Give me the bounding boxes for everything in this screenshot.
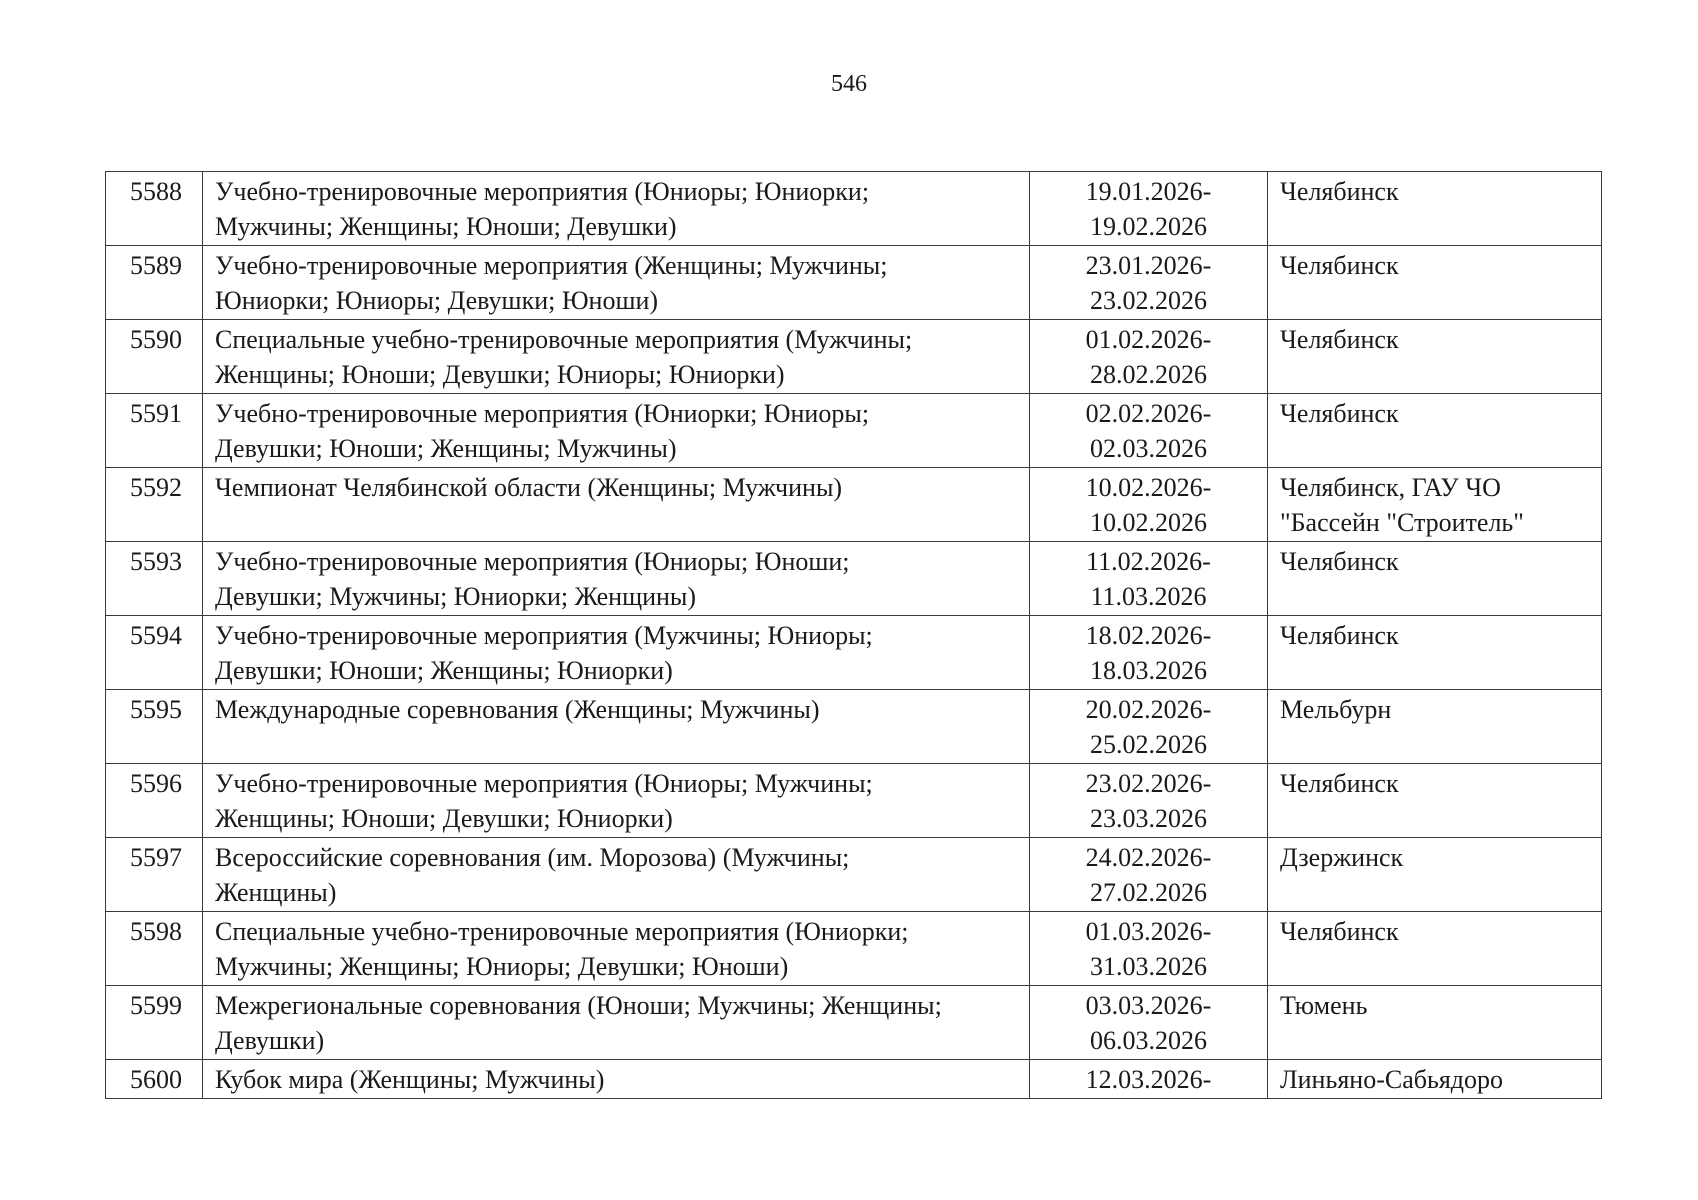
table-row (106, 690, 1602, 764)
event-dates: 02.02.2026- 02.03.2026 (1030, 394, 1268, 468)
event-name: Всероссийские соревнования (им. Морозова) (Мужчины; Женщины) (203, 838, 1030, 912)
event-name: Специальные учебно-тренировочные мероприятия (Юниорки; Мужчины; Женщины; Юниоры; Девушки; Юноши) (203, 912, 1030, 986)
row-number: 5588 (106, 172, 203, 246)
event-place: Челябинск (1268, 542, 1602, 616)
event-name: Учебно-тренировочные мероприятия (Юниорки; Юниоры; Девушки; Юноши; Женщины; Мужчины) (203, 394, 1030, 468)
row-number: 5592 (106, 468, 203, 542)
event-place: Челябинск (1268, 764, 1602, 838)
row-number: 5593 (106, 542, 203, 616)
event-name: Специальные учебно-тренировочные мероприятия (Мужчины; Женщины; Юноши; Девушки; Юниоры; Юниорки) (203, 320, 1030, 394)
event-dates: 03.03.2026- 06.03.2026 (1030, 986, 1268, 1060)
table-row (106, 394, 1602, 468)
event-place: Мельбурн (1268, 690, 1602, 764)
row-number: 5594 (106, 616, 203, 690)
table-row (106, 838, 1602, 912)
row-number: 5595 (106, 690, 203, 764)
table-row (106, 246, 1602, 320)
event-dates: 01.02.2026- 28.02.2026 (1030, 320, 1268, 394)
table-row (106, 764, 1602, 838)
event-name: Учебно-тренировочные мероприятия (Женщины; Мужчины; Юниорки; Юниоры; Девушки; Юноши) (203, 246, 1030, 320)
event-place: Челябинск, ГАУ ЧО "Бассейн "Строитель" (1268, 468, 1602, 542)
table-row (106, 320, 1602, 394)
row-number: 5589 (106, 246, 203, 320)
row-number: 5591 (106, 394, 203, 468)
event-dates: 23.01.2026- 23.02.2026 (1030, 246, 1268, 320)
event-dates: 11.02.2026- 11.03.2026 (1030, 542, 1268, 616)
table-row (106, 172, 1602, 246)
event-place: Челябинск (1268, 246, 1602, 320)
event-name: Межрегиональные соревнования (Юноши; Мужчины; Женщины; Девушки) (203, 986, 1030, 1060)
row-number: 5598 (106, 912, 203, 986)
event-place: Дзержинск (1268, 838, 1602, 912)
event-dates: 12.03.2026- (1030, 1060, 1268, 1099)
event-dates: 10.02.2026- 10.02.2026 (1030, 468, 1268, 542)
event-name: Чемпионат Челябинской области (Женщины; Мужчины) (203, 468, 1030, 542)
event-dates: 23.02.2026- 23.03.2026 (1030, 764, 1268, 838)
table-row (106, 542, 1602, 616)
event-name: Учебно-тренировочные мероприятия (Мужчины; Юниоры; Девушки; Юноши; Женщины; Юниорки) (203, 616, 1030, 690)
row-number: 5597 (106, 838, 203, 912)
event-dates: 01.03.2026- 31.03.2026 (1030, 912, 1268, 986)
table-row (106, 986, 1602, 1060)
event-place: Линьяно-Сабьядоро (1268, 1060, 1602, 1099)
event-name: Международные соревнования (Женщины; Мужчины) (203, 690, 1030, 764)
row-number: 5599 (106, 986, 203, 1060)
event-name: Кубок мира (Женщины; Мужчины) (203, 1060, 1030, 1099)
row-number: 5596 (106, 764, 203, 838)
event-name: Учебно-тренировочные мероприятия (Юниоры; Мужчины; Женщины; Юноши; Девушки; Юниорки) (203, 764, 1030, 838)
event-place: Челябинск (1268, 912, 1602, 986)
events-table (105, 171, 1602, 1099)
event-place: Челябинск (1268, 172, 1602, 246)
event-name: Учебно-тренировочные мероприятия (Юниоры; Юниорки; Мужчины; Женщины; Юноши; Девушки) (203, 172, 1030, 246)
event-place: Челябинск (1268, 394, 1602, 468)
event-dates: 18.02.2026- 18.03.2026 (1030, 616, 1268, 690)
event-dates: 20.02.2026- 25.02.2026 (1030, 690, 1268, 764)
table-row (106, 616, 1602, 690)
event-place: Тюмень (1268, 986, 1602, 1060)
event-place: Челябинск (1268, 616, 1602, 690)
event-name: Учебно-тренировочные мероприятия (Юниоры; Юноши; Девушки; Мужчины; Юниорки; Женщины) (203, 542, 1030, 616)
row-number: 5590 (106, 320, 203, 394)
table-row (106, 1060, 1602, 1099)
table-row (106, 468, 1602, 542)
row-number: 5600 (106, 1060, 203, 1099)
event-place: Челябинск (1268, 320, 1602, 394)
page-number: 546 (831, 71, 867, 97)
event-dates: 19.01.2026- 19.02.2026 (1030, 172, 1268, 246)
table-row (106, 912, 1602, 986)
event-dates: 24.02.2026- 27.02.2026 (1030, 838, 1268, 912)
